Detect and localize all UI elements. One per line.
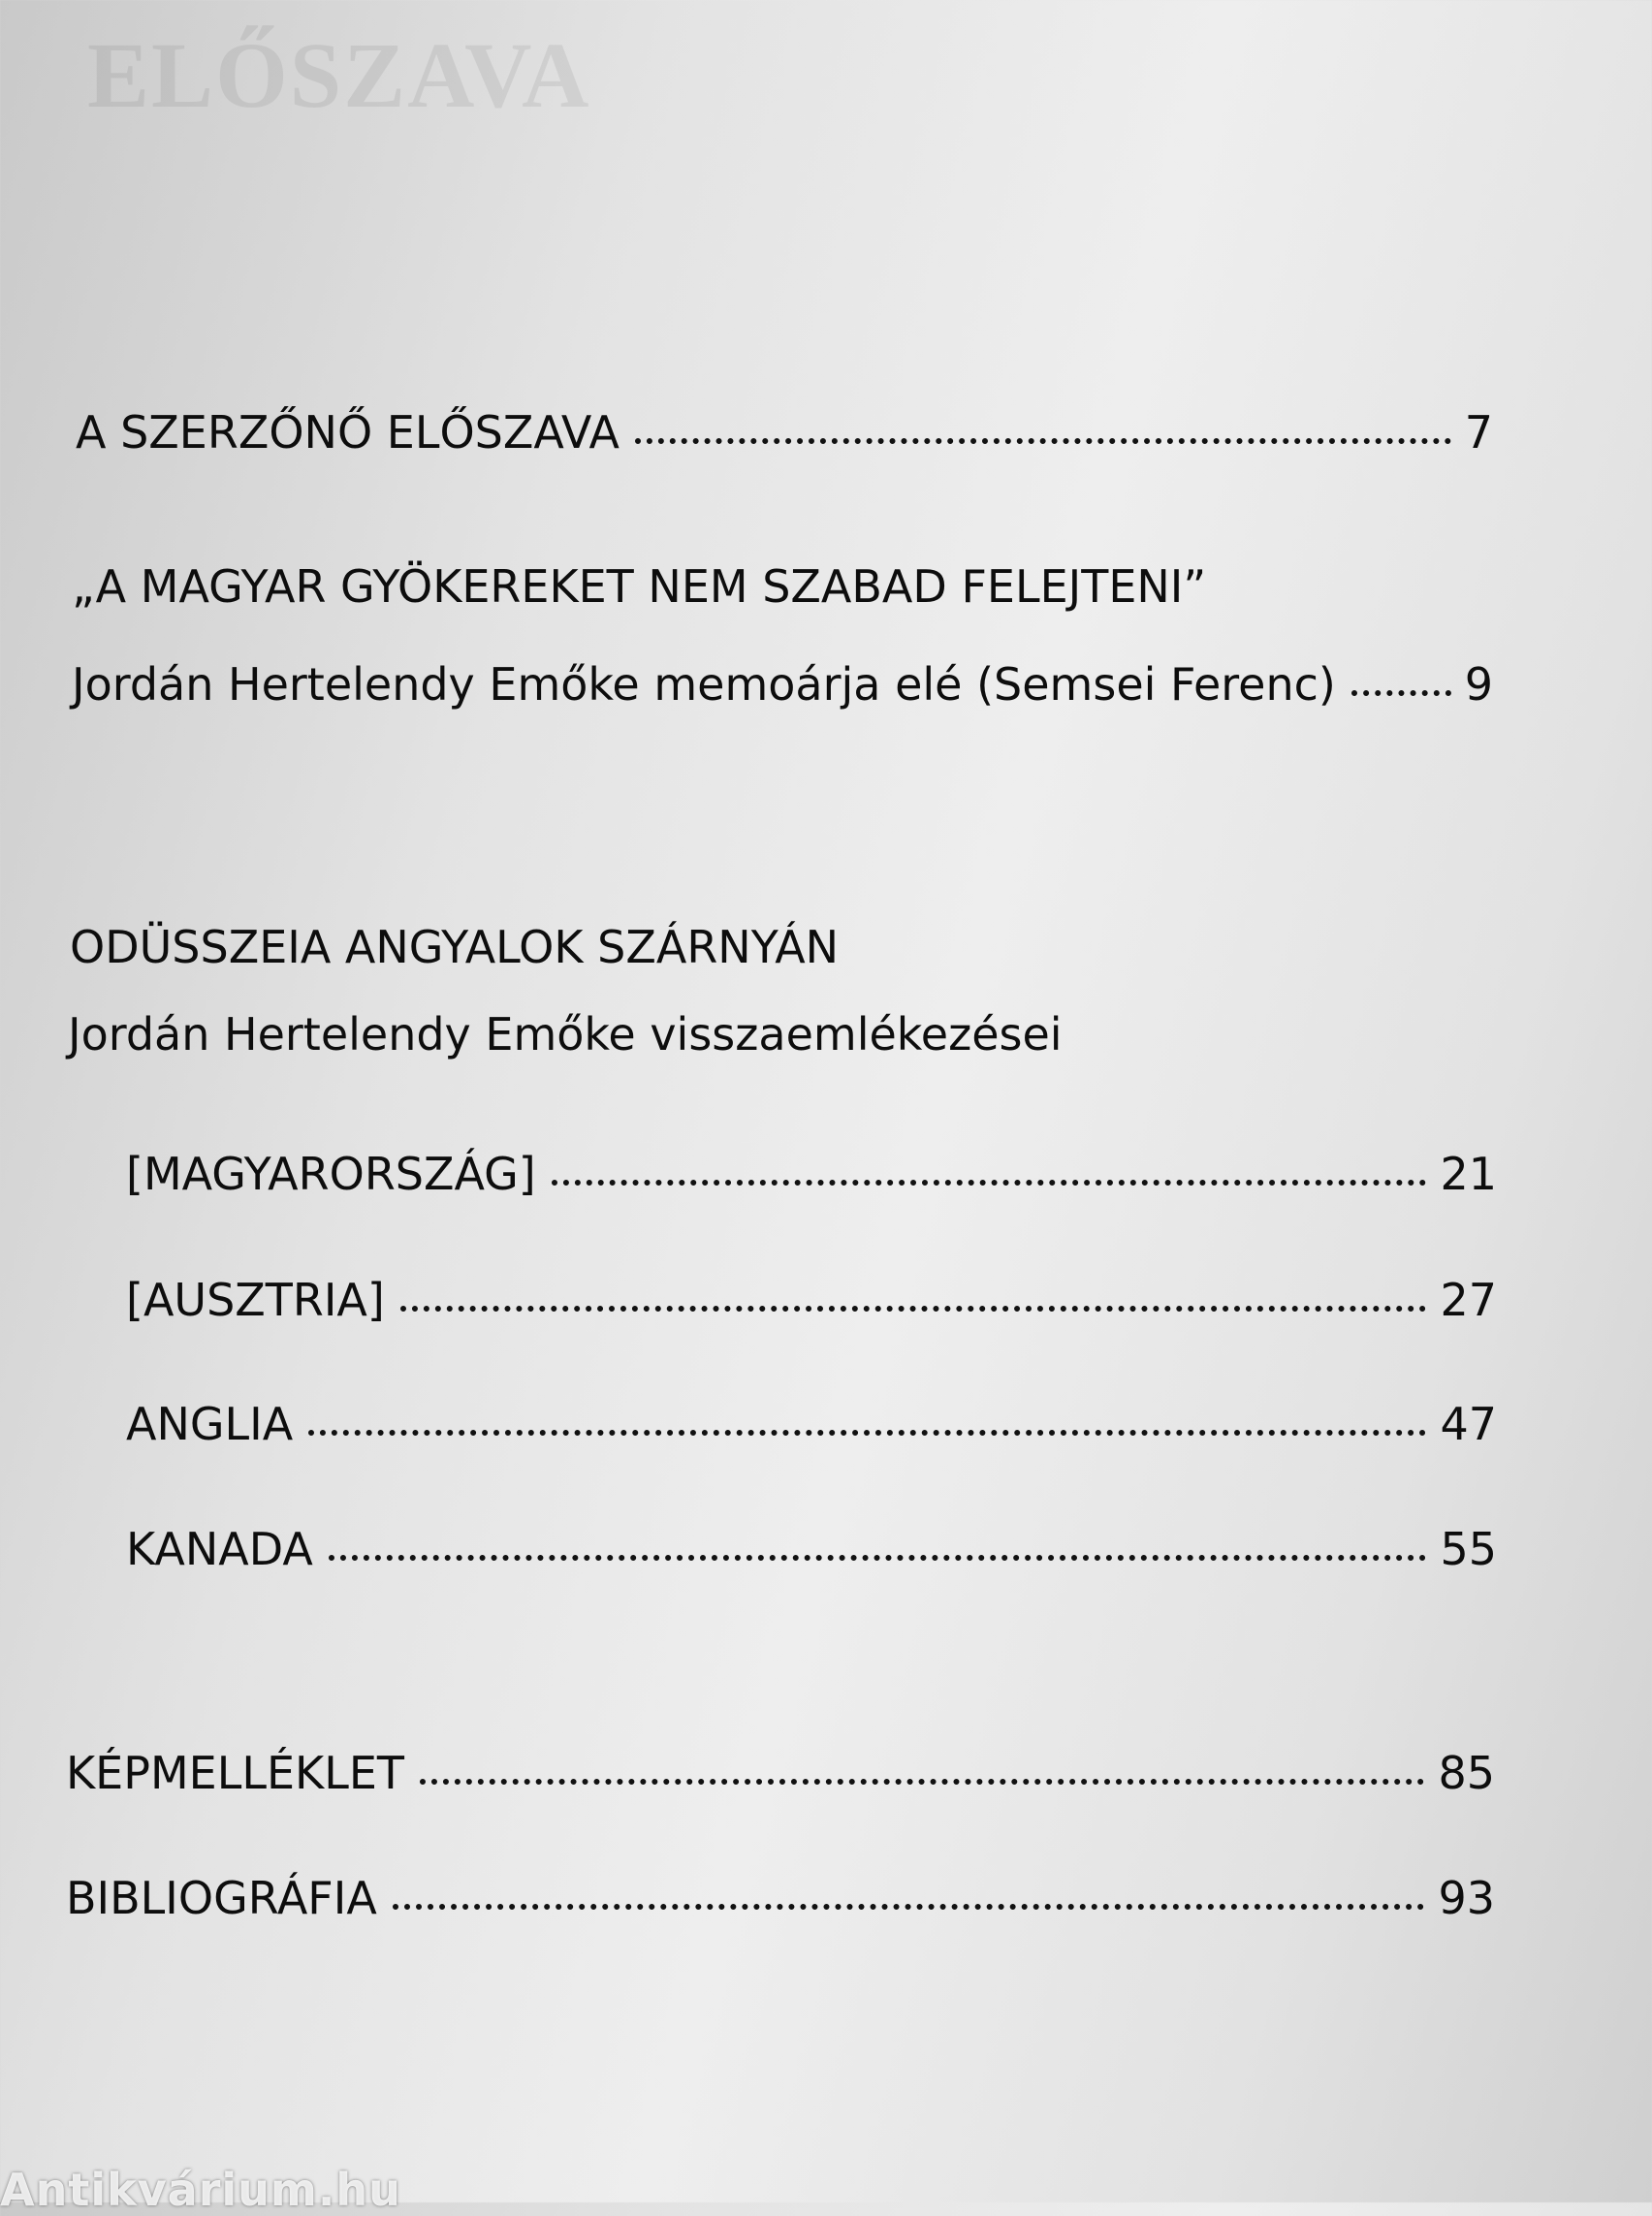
toc-entry-label: KANADA <box>126 1523 313 1575</box>
toc-chapter <box>126 1149 1497 1200</box>
toc-memoir-title: ODÜSSZEIA ANGYALOK SZÁRNYÁN <box>70 921 840 973</box>
toc-entry-page: 7 <box>1464 406 1493 459</box>
toc-entry-label: [MAGYARORSZÁG] <box>126 1148 536 1200</box>
toc-entry-label: Jordán Hertelendy Emőke memoárja elé (Semsei Ferenc) <box>72 658 1336 711</box>
toc-entry-label: A SZERZŐNŐ ELŐSZAVA <box>76 406 620 459</box>
toc-entry-images <box>66 1748 1495 1799</box>
dot-leader <box>635 438 1451 444</box>
watermark: Antikvárium.hu <box>0 2164 401 2216</box>
toc-entry-bibliography <box>66 1873 1495 1924</box>
toc-entry-label: KÉPMELLÉKLET <box>66 1747 404 1799</box>
toc-entry-label: ANGLIA <box>126 1398 294 1450</box>
toc-memoir-subtitle: Jordán Hertelendy Emőke visszaemlékezései <box>68 1008 1063 1061</box>
dot-leader <box>420 1779 1424 1785</box>
dot-leader <box>552 1180 1427 1186</box>
toc-entry-page: 21 <box>1440 1148 1497 1200</box>
toc-chapter <box>126 1524 1497 1575</box>
dot-leader <box>329 1555 1427 1561</box>
dot-leader <box>393 1904 1425 1910</box>
dot-leader <box>400 1306 1427 1312</box>
toc-entry-label: [AUSZTRIA] <box>126 1274 385 1326</box>
toc-entry-essay <box>72 659 1493 711</box>
toc-chapter <box>126 1275 1497 1326</box>
toc-essay-title: „A MAGYAR GYÖKEREKET NEM SZABAD FELEJTENI” <box>72 560 1207 613</box>
dot-leader <box>308 1430 1426 1436</box>
dot-leader <box>1351 690 1451 696</box>
toc-entry-page: 93 <box>1438 1872 1495 1924</box>
toc-entry-page: 55 <box>1440 1523 1497 1575</box>
toc-chapter <box>126 1399 1497 1450</box>
toc-entry-page: 27 <box>1440 1274 1497 1326</box>
toc-entry-label: BIBLIOGRÁFIA <box>66 1872 377 1924</box>
toc-entry-preface <box>76 407 1493 459</box>
toc-entry-page: 47 <box>1440 1398 1497 1450</box>
toc-entry-page: 9 <box>1464 658 1493 711</box>
toc-entry-page: 85 <box>1438 1747 1495 1799</box>
show-through-heading: ELŐSZAVA <box>87 23 591 127</box>
